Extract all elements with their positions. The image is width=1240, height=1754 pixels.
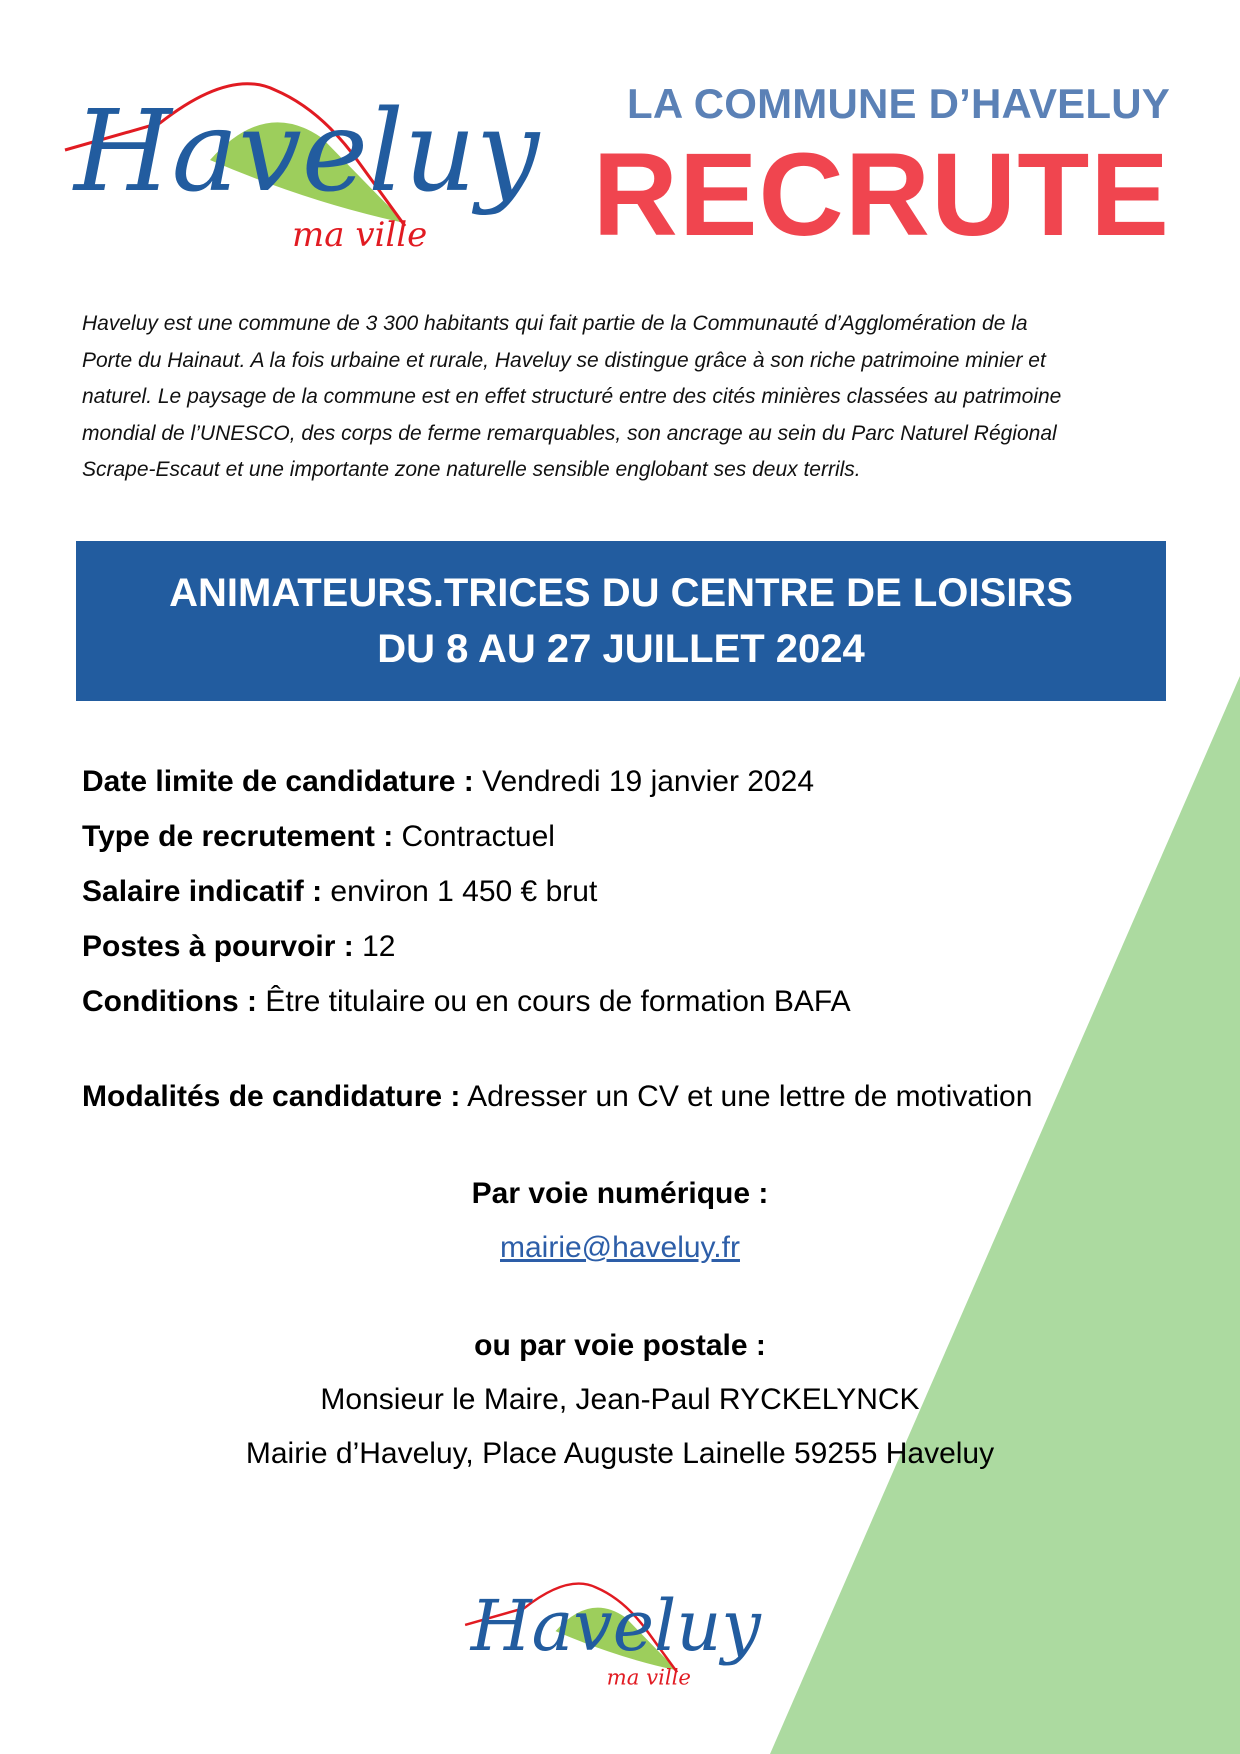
detail-label: Type de recrutement :: [82, 820, 394, 853]
application-modalities: [82, 1073, 1032, 1121]
detail-label: Conditions :: [82, 985, 257, 1018]
header-title: RECRUTE: [592, 129, 1170, 261]
intro-line: naturel. Le paysage de la commune est en effet structuré entre des cités minières classées au patrimoine: [82, 385, 1062, 408]
detail-value: environ 1 450 € brut: [330, 875, 598, 908]
detail-value: Vendredi 19 janvier 2024: [482, 765, 815, 798]
detail-row-deadline: [82, 758, 851, 813]
logo-text: Haveluy: [74, 87, 540, 217]
detail-label: Salaire indicatif :: [82, 875, 323, 908]
postal-heading: ou par voie postale :: [474, 1329, 766, 1362]
detail-row-positions: [82, 923, 851, 978]
haveluy-logo-top: [60, 68, 570, 258]
detail-value: Contractuel: [401, 820, 555, 853]
logo-tagline: ma ville: [292, 215, 428, 255]
postal-recipient: Monsieur le Maire, Jean-Paul RYCKELYNCK: [320, 1383, 920, 1416]
intro-line: Haveluy est une commune de 3 300 habitants qui fait partie de la Communauté d’Agglomération de la: [82, 312, 1028, 335]
postal-address: Mairie d’Haveluy, Place Auguste Lainelle 59255 Haveluy: [245, 1437, 995, 1470]
digital-heading: Par voie numérique :: [471, 1177, 769, 1210]
detail-row-conditions: [82, 978, 851, 1033]
job-title-banner: [76, 541, 1166, 701]
haveluy-logo-bottom: [462, 1572, 780, 1694]
logo-tagline: ma ville: [606, 1664, 691, 1690]
postal-application: [0, 1322, 1240, 1484]
detail-row-salary: [82, 868, 851, 923]
detail-value: Être titulaire ou en cours de formation BAFA: [265, 985, 851, 1018]
job-details: [82, 758, 851, 1033]
intro-line: mondial de l’UNESCO, des corps de ferme remarquables, son ancrage au sein du Parc Naturel Régional: [82, 421, 1057, 445]
modalities-label: Modalités de candidature :: [82, 1080, 461, 1113]
detail-label: Date limite de candidature :: [82, 765, 474, 798]
detail-label: Postes à pourvoir :: [82, 930, 354, 963]
email-link[interactable]: mairie@haveluy.fr: [500, 1231, 740, 1264]
intro-paragraph: [82, 306, 1162, 489]
logo-text: Haveluy: [470, 1585, 761, 1667]
intro-line: Porte du Hainaut. A la fois urbaine et rurale, Haveluy se distingue grâce à son riche patrimoine minier et: [82, 348, 1046, 372]
header-subtitle: LA COMMUNE D’HAVELUY: [627, 80, 1170, 127]
digital-application: [0, 1170, 1240, 1278]
modalities-value: Adresser un CV et une lettre de motivation: [467, 1080, 1033, 1113]
detail-value: 12: [362, 930, 396, 963]
detail-row-type: [82, 813, 851, 868]
intro-line: Scrape-Escaut et une importante zone naturelle sensible englobant ses deux terrils.: [82, 458, 861, 481]
banner-line-1: ANIMATEURS.TRICES DU CENTRE DE LOISIRS: [169, 571, 1073, 615]
banner-line-2: DU 8 AU 27 JUILLET 2024: [377, 627, 865, 671]
